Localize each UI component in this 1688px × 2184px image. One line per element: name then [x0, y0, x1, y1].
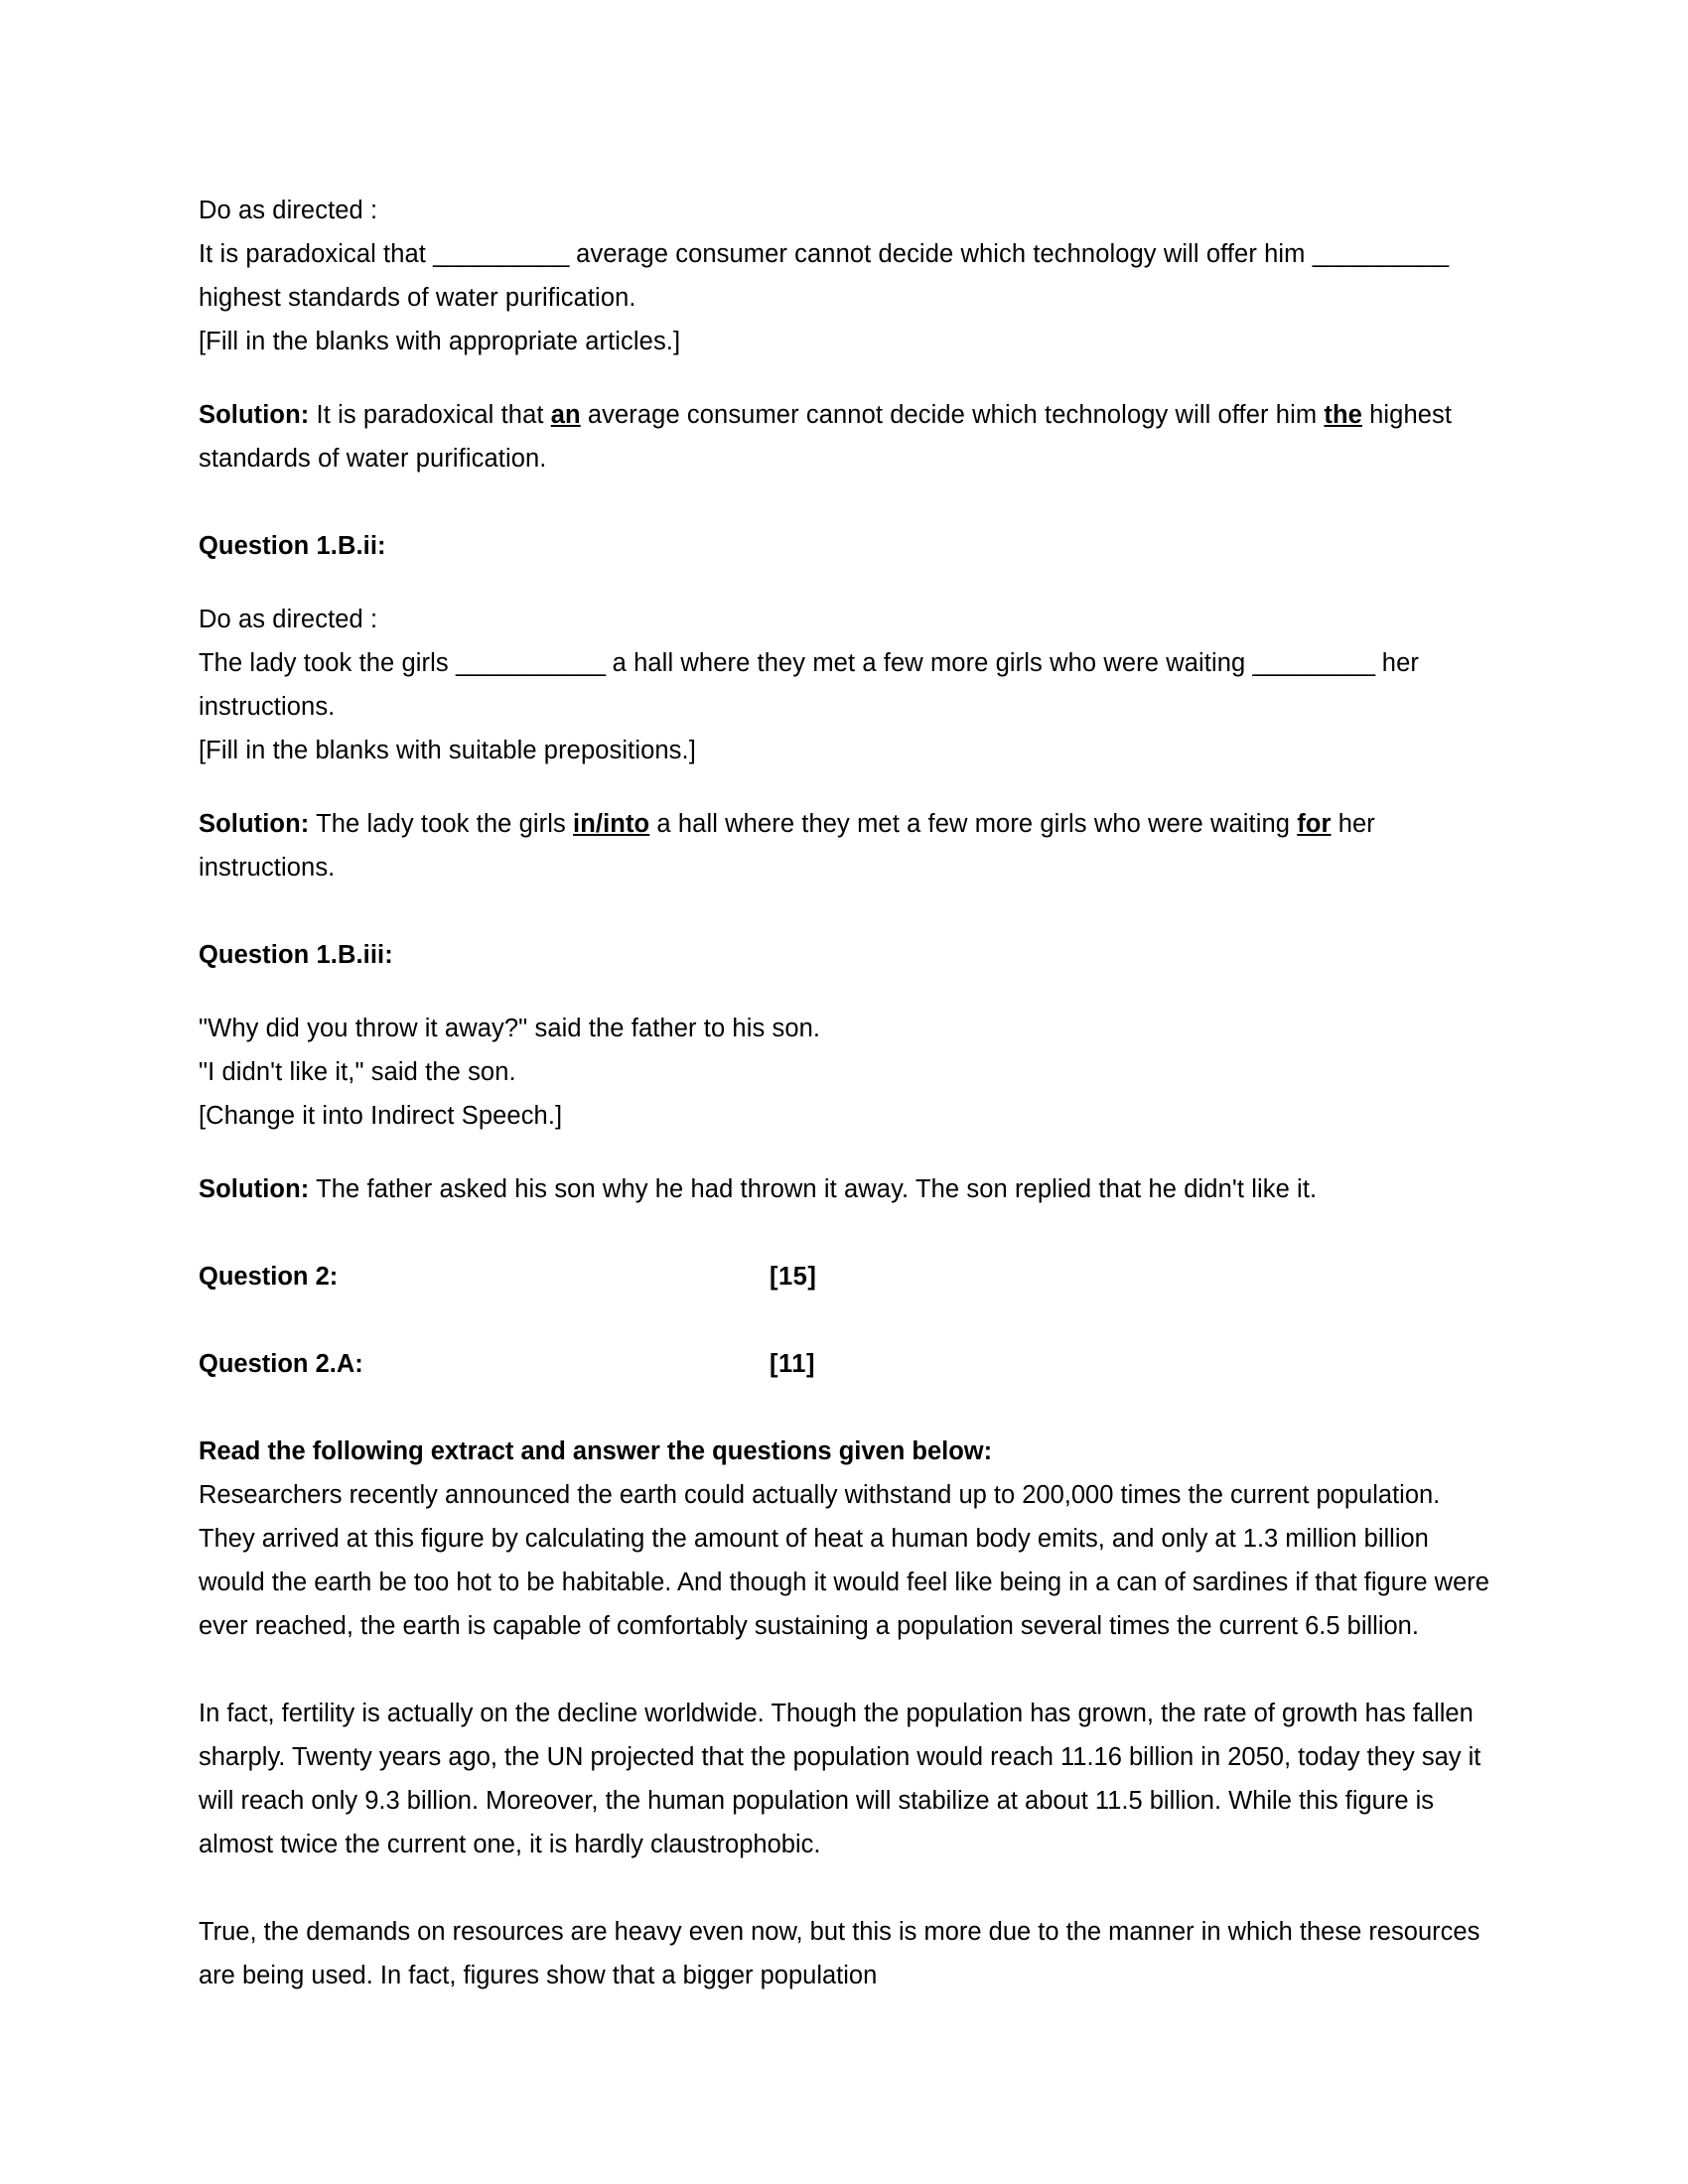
prompt-text — [199, 641, 1489, 729]
solution-answer-2: the — [1324, 401, 1362, 429]
spacer — [199, 510, 1489, 524]
prompt-pre: The lady took the girls — [199, 649, 456, 677]
question-2-a-marks: [11] — [770, 1350, 815, 1378]
question-2-line — [199, 1255, 1489, 1298]
prompt-post: a hall where they met a few more girls who were — [605, 649, 1160, 677]
spacer — [199, 1416, 1489, 1430]
question-2-a-line — [199, 1342, 1489, 1386]
question-1-b-iii-heading: Question 1.B.iii: — [199, 941, 393, 969]
paragraph-spacer — [199, 1648, 1489, 1692]
prompt-line2-post: highest standards of water purification. — [199, 284, 636, 312]
directive-line: Do as directed : — [199, 606, 378, 633]
question-1-b-iii-prompt — [199, 1007, 1489, 1138]
extract-paragraph-1: Researchers recently announced the earth could actually withstand up to 200,000 times the current population. They arrived at this figure by calculating the amount of heat a human body emits, and only at 1.3 million billion would the earth be too hot to be habitable. And though it would feel like being in a can of sardines if that figure were ever reached, the earth is capable of comfortably sustaining a population several times the current 6.5 billion. — [199, 1481, 1489, 1640]
question-2-a-label: Question 2.A: — [199, 1350, 363, 1378]
instruction-line: [Change it into Indirect Speech.] — [199, 1102, 563, 1130]
prompt-pre: It is paradoxical that — [199, 240, 434, 268]
instruction-line: [Fill in the blanks with appropriate articles.] — [199, 328, 681, 355]
solution-post: her instructions. — [199, 810, 1375, 882]
paragraph-spacer — [199, 1866, 1489, 1910]
question-2-a-row — [199, 1342, 1489, 1386]
blank-1: __________ — [433, 240, 569, 268]
solution-text: The father asked his son why he had thrown it away. The son replied that he didn't like it. — [309, 1175, 1318, 1203]
quote-line-1: "Why did you throw it away?" said the father to his son. — [199, 1015, 821, 1042]
question-2-marks: [15] — [770, 1263, 817, 1291]
question-1-b-iii-heading-block — [199, 933, 1489, 977]
solution-mid: average consumer cannot decide which technology will offer him — [580, 401, 1325, 429]
solution-label: Solution: — [199, 1175, 310, 1203]
question-1-b-ii-prompt — [199, 598, 1489, 772]
solution-answer-1: in/into — [573, 810, 650, 838]
blank-1: ___________ — [455, 649, 606, 677]
question-1-b-i-solution — [199, 393, 1489, 480]
prompt-post: average consumer cannot decide which technology will — [569, 240, 1199, 268]
quote-line-2: "I didn't like it," said the son. — [199, 1058, 516, 1086]
extract-heading: Read the following extract and answer the questions given below: — [199, 1437, 993, 1465]
question-1-b-iii-solution — [199, 1167, 1489, 1211]
solution-label: Solution: — [199, 401, 310, 429]
extract-paragraph-3: True, the demands on resources are heavy even now, but this is more due to the manner in which these resources are being used. In fact, figures show that a bigger population — [199, 1918, 1480, 1989]
extract-block — [199, 1430, 1489, 1997]
solution-post: highest standards of water purification. — [199, 401, 1453, 473]
solution-answer-2: for — [1297, 810, 1332, 838]
instruction-line: [Fill in the blanks with suitable prepositions.] — [199, 737, 696, 764]
solution-pre: The lady took the girls — [309, 810, 574, 838]
solution-pre: It is paradoxical that — [309, 401, 551, 429]
question-1-b-i-prompt — [199, 189, 1489, 363]
question-2-label: Question 2: — [199, 1263, 339, 1291]
solution-mid: a hall where they met a few more girls who were waiting — [649, 810, 1298, 838]
prompt-line2-pre: offer him — [1205, 240, 1313, 268]
solution-paragraph — [199, 393, 1489, 480]
question-1-b-ii-solution — [199, 802, 1489, 889]
spacer — [199, 919, 1489, 933]
spacer — [199, 1241, 1489, 1255]
question-1-b-ii-heading-block — [199, 524, 1489, 568]
solution-answer-1: an — [550, 401, 581, 429]
solution-paragraph — [199, 1167, 1489, 1211]
spacer — [199, 1328, 1489, 1342]
prompt-line2-pre: waiting — [1166, 649, 1253, 677]
solution-paragraph — [199, 802, 1489, 889]
prompt-line2-post: her instructions. — [199, 649, 1419, 721]
directive-line: Do as directed : — [199, 197, 378, 224]
question-1-b-ii-heading: Question 1.B.ii: — [199, 532, 386, 560]
prompt-text — [199, 232, 1489, 320]
solution-label: Solution: — [199, 810, 310, 838]
document-content — [199, 189, 1489, 2027]
question-2-row — [199, 1255, 1489, 1298]
blank-2: _________ — [1252, 649, 1375, 677]
blank-2: __________ — [1312, 240, 1449, 268]
extract-paragraph-2: In fact, fertility is actually on the decline worldwide. Though the population has grown, the rate of growth has fallen sharply. Twenty years ago, the UN projected that the population would reach 11.16 billion in 2050, today they say it will reach only 9.3 billion. Moreover, the human population will stabilize at about 11.5 billion. While this figure is almost twice the current one, it is hardly claustrophobic. — [199, 1700, 1481, 1858]
